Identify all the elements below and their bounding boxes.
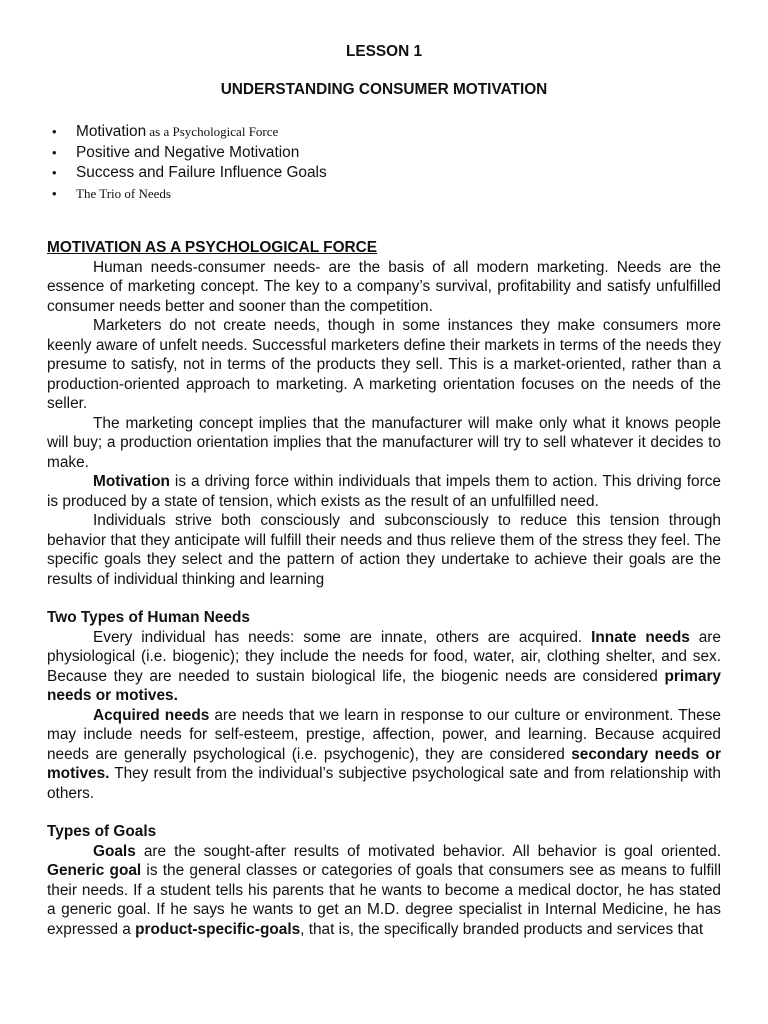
paragraph: Every individual has needs: some are innate, others are acquired. Innate needs are physiological (i.e. biogenic); they include the needs for food, water, air, clothing shelter, and sex. Because they are needed to sustain biological life, the biogenic needs are considered primary needs or motives. <box>47 628 721 704</box>
paragraph: The marketing concept implies that the manufacturer will make only what it knows people will buy; a production orientation implies that the manufacturer will try to sell whatever it decides to make. <box>47 414 721 471</box>
term-acquired-needs: Acquired needs <box>93 706 210 724</box>
lesson-outline <box>47 122 721 204</box>
paragraph: Acquired needs are needs that we learn in response to our culture or environment. These may include needs for self-esteem, prestige, affection, power, and learning. Because acquired needs are generally psychological (i.e. psychogenic), they are considered secondary needs or motives. They result from the individual’s subjective psychological sate and from relationship with others. <box>47 706 721 802</box>
outline-item <box>47 122 721 143</box>
outline-item-main: Motivation <box>76 123 147 140</box>
paragraph: Motivation is a driving force within individuals that impels them to action. This driving force is produced by a state of tension, which exists as the result of an unfulfilled need. <box>47 473 721 510</box>
paragraph: Goals are the sought-after results of motivated behavior. All behavior is goal oriented. Generic goal is the general classes or categories of goals that consumers see as means to fulfill their needs. If a student tells his parents that he wants to become a medical doctor, he has stated a generic goal. If he says he wants to get an M.D. degree specialist in Internal Medicine, he has expressed a product-specific-goals, that is, the specifically branded products and services that <box>47 842 721 938</box>
term-product-specific-goals: product-specific-goals <box>135 920 301 938</box>
bullet-icon: • <box>52 165 57 180</box>
bullet-icon: • <box>52 144 57 160</box>
term-innate-needs: Innate needs <box>591 628 690 646</box>
outline-item <box>47 184 721 205</box>
outline-item <box>47 163 721 184</box>
bullet-icon: • <box>52 124 57 139</box>
outline-item-sub: The Trio of Needs <box>76 185 171 201</box>
outline-item <box>47 143 721 164</box>
paragraph: Human needs-consumer needs- are the basis of all modern marketing. Needs are the essence of marketing concept. The key to a company’s survival, profitability and satisfy unfulfilled consumer needs better and sooner than the competition. <box>47 258 721 315</box>
document-page <box>47 42 721 939</box>
paragraph: Individuals strive both consciously and subconsciously to reduce this tension through behavior that they anticipate will fulfill their needs and thus relieve them of the stress they feel. The specific goals they select and the pattern of action they undertake to achieve their goals are the results of individual thinking and learning <box>47 512 721 588</box>
outline-item-main: Success and Failure Influence Goals <box>76 164 327 181</box>
bullet-icon: • <box>52 185 57 201</box>
term-generic-goal: Generic goal <box>47 862 142 879</box>
paragraph: Marketers do not create needs, though in some instances they make consumers more keenly aware of unfelt needs. Successful marketers define their markets in terms of the needs they presume to satisfy, not in terms of the products they sell. This is a market-oriented, rather than a production-oriented approach to marketing. A marketing orientation focuses on the needs of the seller. <box>47 317 721 412</box>
section-heading-human-needs: Two Types of Human Needs <box>47 609 250 626</box>
outline-item-main: Positive and Negative Motivation <box>76 143 300 161</box>
lesson-title: UNDERSTANDING CONSUMER MOTIVATION <box>220 81 548 98</box>
section-heading-goals: Types of Goals <box>47 823 157 840</box>
section-heading-motivation: MOTIVATION AS A PSYCHOLOGICAL FORCE <box>47 239 378 256</box>
outline-item-sub: as a Psychological Force <box>146 124 279 139</box>
term-secondary-needs: secondary needs or motives. <box>47 745 721 782</box>
term-primary-needs: primary needs or motives. <box>47 667 721 704</box>
lesson-label: LESSON 1 <box>345 43 423 60</box>
term-goals: Goals <box>93 842 136 860</box>
term-motivation: Motivation <box>93 473 170 490</box>
